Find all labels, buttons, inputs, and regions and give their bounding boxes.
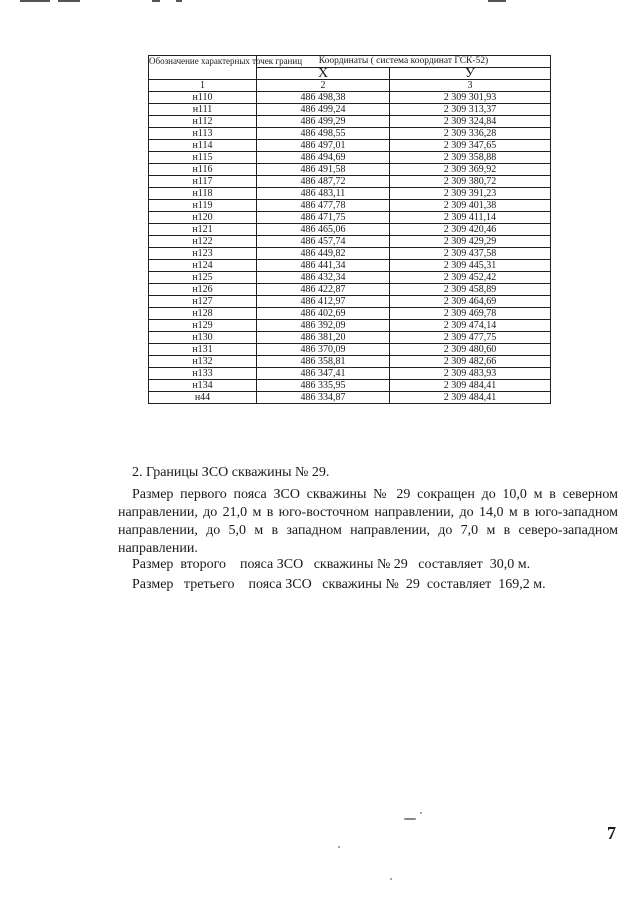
y-coordinate-cell: 2 309 313,37 [390, 104, 551, 116]
table-row [149, 380, 551, 392]
table-row [149, 176, 551, 188]
y-coordinate-cell: 2 309 477,75 [390, 332, 551, 344]
point-id-cell: н124 [149, 260, 257, 272]
x-coordinate-cell: 486 358,81 [257, 356, 390, 368]
y-coordinate-cell: 2 309 452,42 [390, 272, 551, 284]
paragraph-first-belt: Размер первого пояса ЗСО скважины № 29 сокращен до 10,0 м в северном направлении, до 21,0 м в юго-восточном направлении, до 14,0 м в юго-западном направлении, до 5,0 м в западном направлении, до 7,0 м в северо-западном направлении. [118, 487, 618, 556]
y-coordinate-cell: 2 309 469,78 [390, 308, 551, 320]
point-id-cell: н134 [149, 380, 257, 392]
y-coordinate-cell: 2 309 429,29 [390, 236, 551, 248]
point-id-cell: н118 [149, 188, 257, 200]
y-coordinate-cell: 2 309 358,88 [390, 152, 551, 164]
table-row [149, 104, 551, 116]
x-coordinate-cell: 486 491,58 [257, 164, 390, 176]
point-id-cell: н112 [149, 116, 257, 128]
point-id-cell: н111 [149, 104, 257, 116]
y-coordinate-cell: 2 309 480,60 [390, 344, 551, 356]
x-coordinate-cell: 486 449,82 [257, 248, 390, 260]
table-row [149, 320, 551, 332]
x-coordinate-cell: 486 392,09 [257, 320, 390, 332]
table-row [149, 332, 551, 344]
x-coordinate-cell: 486 457,74 [257, 236, 390, 248]
x-coordinate-cell: 486 487,72 [257, 176, 390, 188]
column-number: 2 [257, 80, 390, 92]
table-body [149, 92, 551, 404]
x-coordinate-cell: 486 334,87 [257, 392, 390, 404]
x-coordinate-cell: 486 498,55 [257, 128, 390, 140]
y-coordinate-cell: 2 309 484,41 [390, 392, 551, 404]
x-coordinate-cell: 486 347,41 [257, 368, 390, 380]
x-coordinate-cell: 486 412,97 [257, 296, 390, 308]
x-coordinate-cell: 486 499,24 [257, 104, 390, 116]
y-coordinate-cell: 2 309 437,58 [390, 248, 551, 260]
paragraph-second-belt: Размер второго пояса ЗСО скважины № 29 составляет 30,0 м. [132, 557, 531, 572]
table-row [149, 260, 551, 272]
page-number: 7 [607, 823, 616, 843]
y-coordinate-cell: 2 309 347,65 [390, 140, 551, 152]
y-coordinate-cell: 2 309 336,28 [390, 128, 551, 140]
table-column-number-row [149, 80, 551, 92]
point-id-cell: н121 [149, 224, 257, 236]
point-id-cell: н129 [149, 320, 257, 332]
y-coordinate-cell: 2 309 411,14 [390, 212, 551, 224]
y-coordinate-cell: 2 309 391,23 [390, 188, 551, 200]
x-coordinate-cell: 486 497,01 [257, 140, 390, 152]
x-coordinate-cell: 486 432,34 [257, 272, 390, 284]
table-row [149, 188, 551, 200]
x-coordinate-cell: 486 402,69 [257, 308, 390, 320]
table-row [149, 392, 551, 404]
table-row [149, 212, 551, 224]
x-coordinate-cell: 486 441,34 [257, 260, 390, 272]
x-coordinate-cell: 486 483,11 [257, 188, 390, 200]
point-id-cell: н132 [149, 356, 257, 368]
point-id-cell: н133 [149, 368, 257, 380]
table-row [149, 308, 551, 320]
table-row [149, 116, 551, 128]
y-coordinate-cell: 2 309 369,92 [390, 164, 551, 176]
table-row [149, 284, 551, 296]
table-row [149, 344, 551, 356]
point-id-cell: н116 [149, 164, 257, 176]
y-coordinate-cell: 2 309 380,72 [390, 176, 551, 188]
y-coordinate-cell: 2 309 445,31 [390, 260, 551, 272]
table-row [149, 296, 551, 308]
point-id-cell: н126 [149, 284, 257, 296]
point-id-cell: н113 [149, 128, 257, 140]
point-id-cell: н122 [149, 236, 257, 248]
table-row [149, 200, 551, 212]
x-coordinate-cell: 486 335,95 [257, 380, 390, 392]
point-id-cell: н115 [149, 152, 257, 164]
column-number: 1 [149, 80, 257, 92]
point-id-cell: н114 [149, 140, 257, 152]
y-coordinate-cell: 2 309 464,69 [390, 296, 551, 308]
table-header-row [149, 56, 551, 68]
point-id-cell: н123 [149, 248, 257, 260]
point-id-cell: н128 [149, 308, 257, 320]
coordinates-table [148, 55, 551, 404]
x-coordinate-cell: 486 370,09 [257, 344, 390, 356]
y-coordinate-cell: 2 309 483,93 [390, 368, 551, 380]
y-coordinate-cell: 2 309 482,66 [390, 356, 551, 368]
x-coordinate-cell: 486 494,69 [257, 152, 390, 164]
y-coordinate-cell: 2 309 484,41 [390, 380, 551, 392]
y-coordinate-cell: 2 309 458,89 [390, 284, 551, 296]
x-coordinate-cell: 486 477,78 [257, 200, 390, 212]
table-row [149, 248, 551, 260]
x-coordinate-cell: 486 465,06 [257, 224, 390, 236]
table-row [149, 92, 551, 104]
point-id-cell: н131 [149, 344, 257, 356]
table-row [149, 356, 551, 368]
y-coordinate-cell: 2 309 474,14 [390, 320, 551, 332]
table-row [149, 272, 551, 284]
y-coordinate-cell: 2 309 401,38 [390, 200, 551, 212]
header-x: X [257, 68, 390, 80]
point-id-cell: н44 [149, 392, 257, 404]
section-heading: 2. Границы ЗСО скважины № 29. [132, 465, 330, 480]
point-id-cell: н117 [149, 176, 257, 188]
point-id-cell: н119 [149, 200, 257, 212]
table-row [149, 128, 551, 140]
table-row [149, 164, 551, 176]
point-id-cell: н110 [149, 92, 257, 104]
x-coordinate-cell: 486 499,29 [257, 116, 390, 128]
table-row [149, 224, 551, 236]
header-y: У [390, 68, 551, 80]
scan-artifacts-top [0, 0, 640, 8]
x-coordinate-cell: 486 498,38 [257, 92, 390, 104]
y-coordinate-cell: 2 309 324,84 [390, 116, 551, 128]
point-id-cell: н130 [149, 332, 257, 344]
x-coordinate-cell: 486 471,75 [257, 212, 390, 224]
point-id-cell: н127 [149, 296, 257, 308]
x-coordinate-cell: 486 422,87 [257, 284, 390, 296]
point-id-cell: н120 [149, 212, 257, 224]
x-coordinate-cell: 486 381,20 [257, 332, 390, 344]
column-number: 3 [390, 80, 551, 92]
header-coordinate-system: Координаты ( система координат ГСК-52) [257, 56, 551, 68]
y-coordinate-cell: 2 309 301,93 [390, 92, 551, 104]
table-row [149, 368, 551, 380]
point-id-cell: н125 [149, 272, 257, 284]
y-coordinate-cell: 2 309 420,46 [390, 224, 551, 236]
header-point-designation: Обозначение характерных точек границ [149, 56, 257, 80]
table-row [149, 236, 551, 248]
table-row [149, 152, 551, 164]
table-row [149, 140, 551, 152]
paragraph-third-belt: Размер третьего пояса ЗСО скважины № 29 составляет 169,2 м. [132, 577, 546, 592]
